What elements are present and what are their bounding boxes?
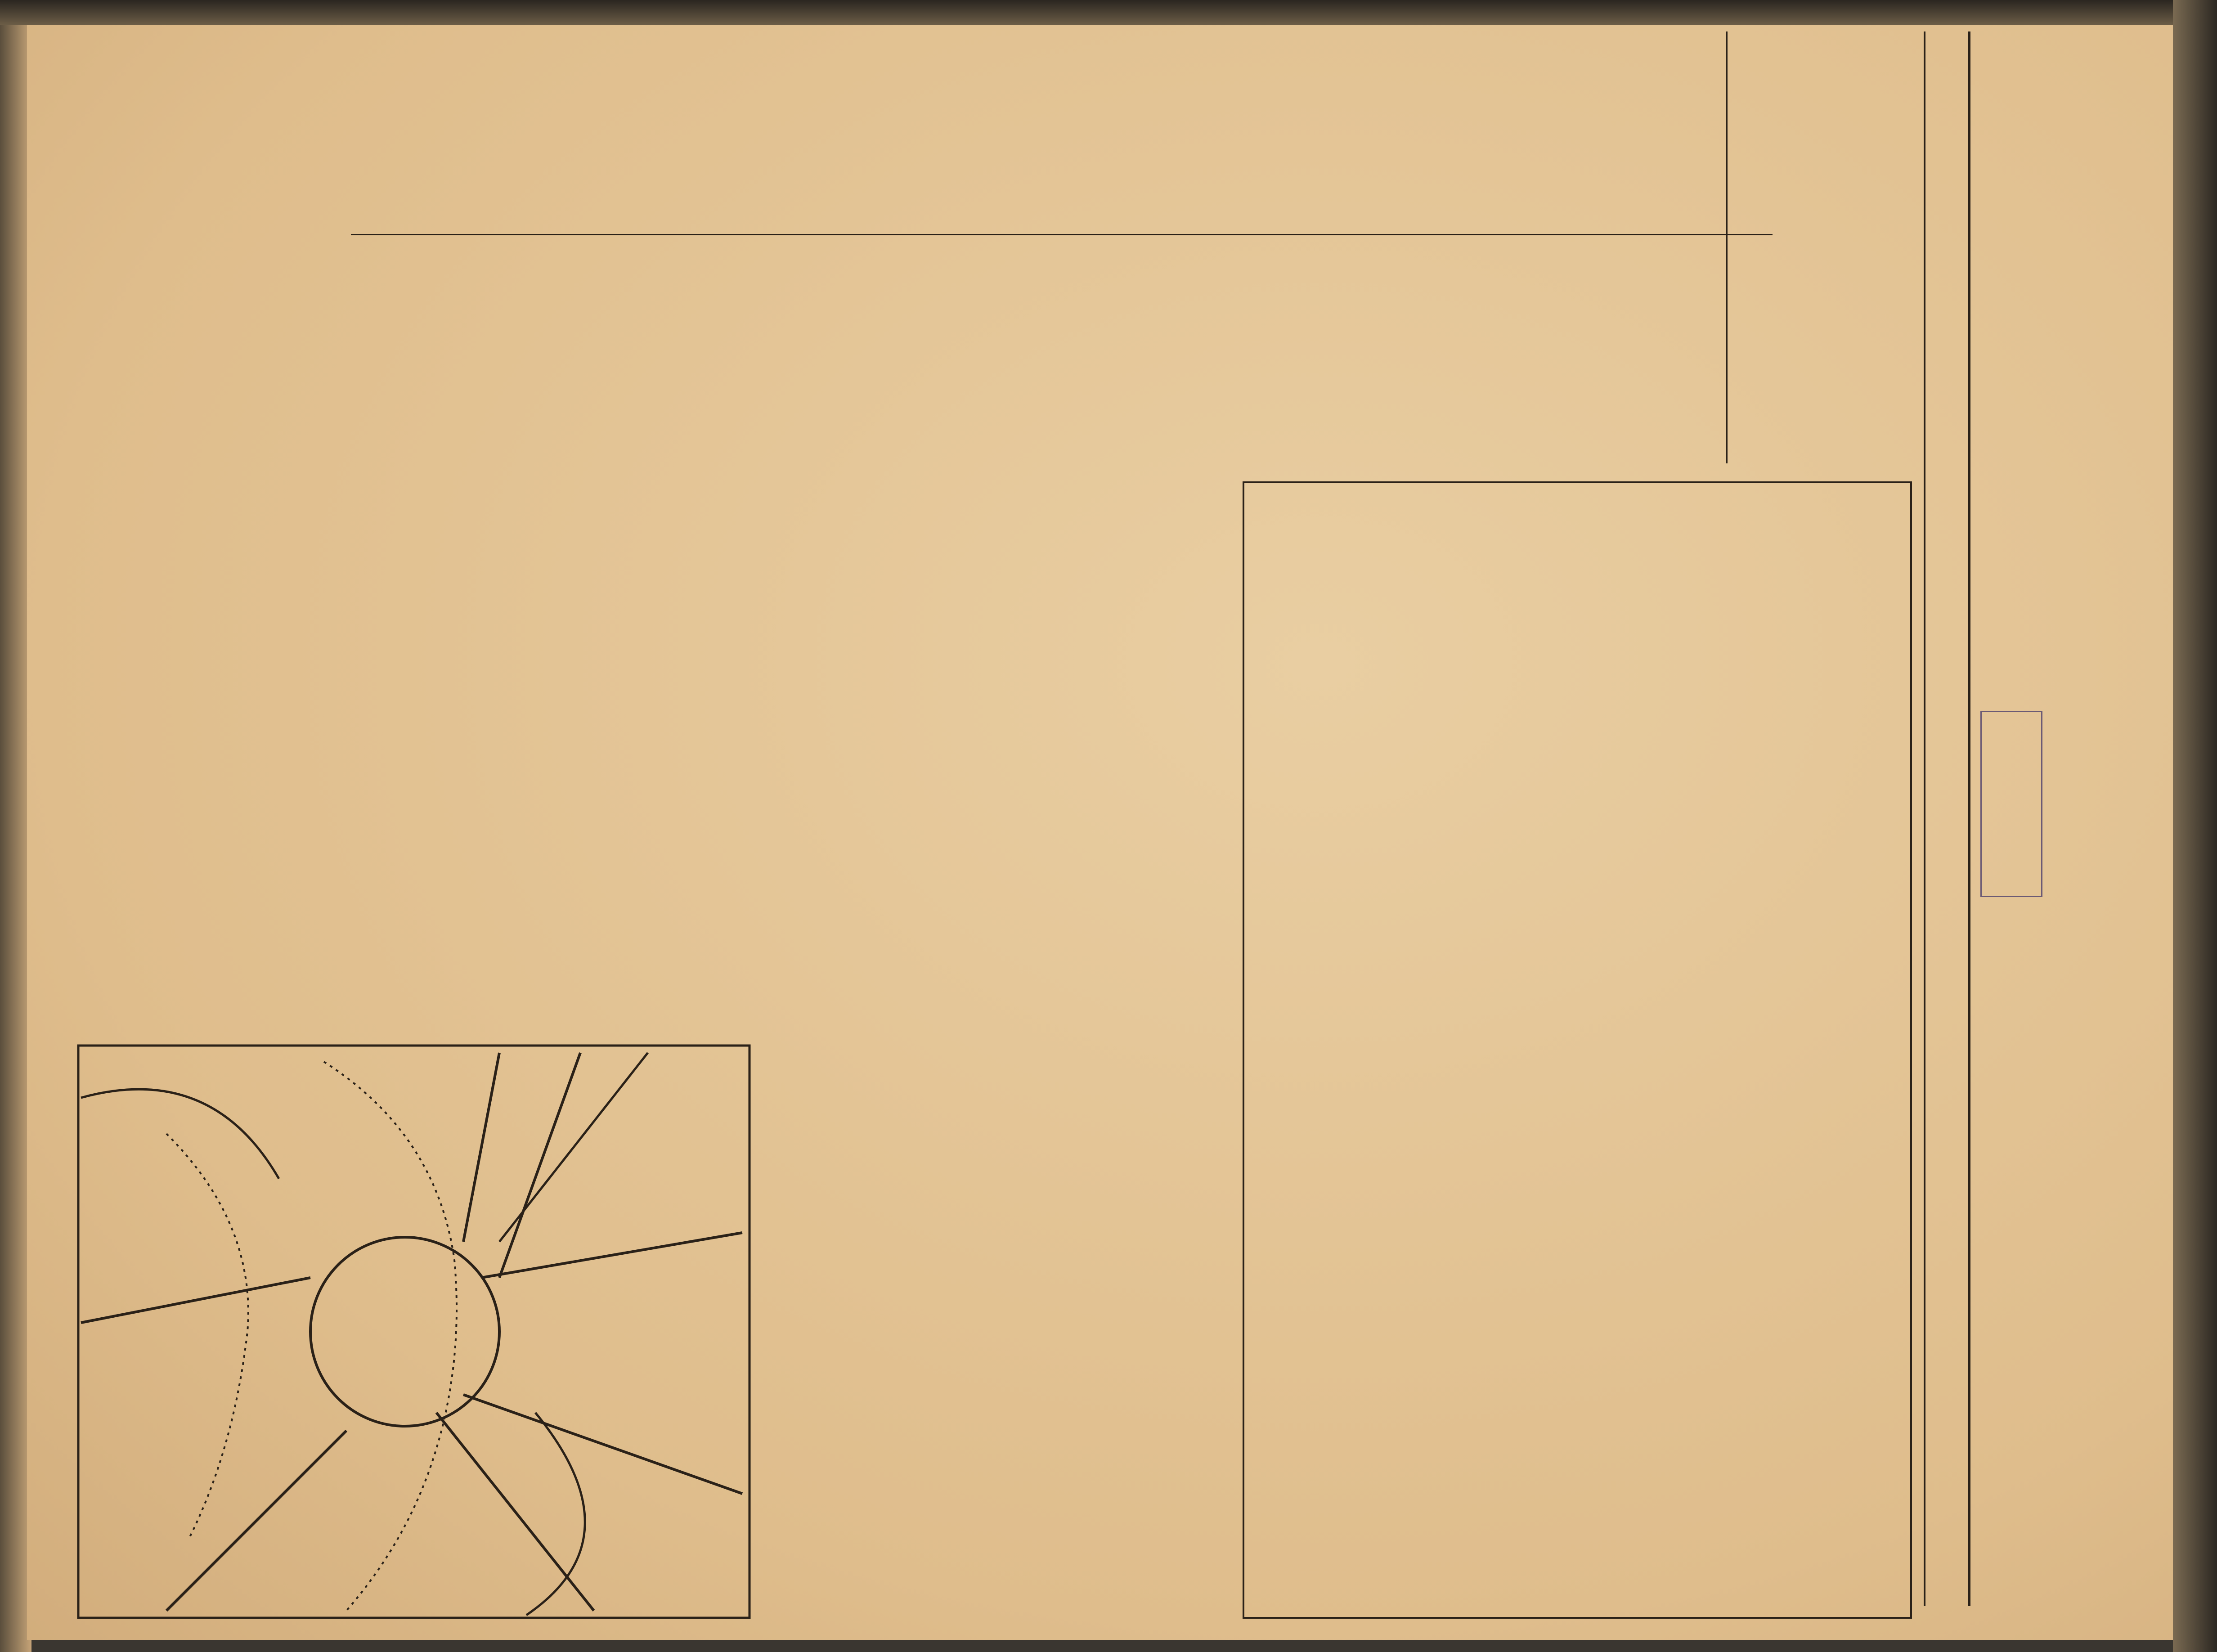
boundary-line <box>436 1413 594 1611</box>
weather-chart <box>1246 481 1840 1615</box>
boundary-arc <box>526 1413 585 1615</box>
boundary-line <box>499 1053 648 1242</box>
boundary-arc <box>81 1089 279 1179</box>
rule-under-month <box>1924 31 1925 1606</box>
boundary-line <box>499 1053 580 1278</box>
boundary-line <box>463 1053 499 1242</box>
map-frame <box>78 1046 749 1618</box>
boundary-line <box>81 1278 310 1323</box>
rotated-document <box>36 27 2123 1629</box>
boundary-line <box>166 1431 346 1611</box>
binding-top <box>0 0 2217 25</box>
binding-right <box>2173 0 2217 1652</box>
rule-top <box>1968 31 1970 1606</box>
library-stamp <box>1980 711 2042 897</box>
coastline <box>324 1062 457 1611</box>
calendar-header-rule <box>1726 31 1728 463</box>
coastline-south <box>166 1134 248 1539</box>
calendar-divider <box>351 234 1773 235</box>
boundary-line <box>481 1233 742 1278</box>
central-circle <box>310 1237 499 1426</box>
boundary-line <box>463 1395 742 1494</box>
airmass-map <box>76 1044 751 1620</box>
